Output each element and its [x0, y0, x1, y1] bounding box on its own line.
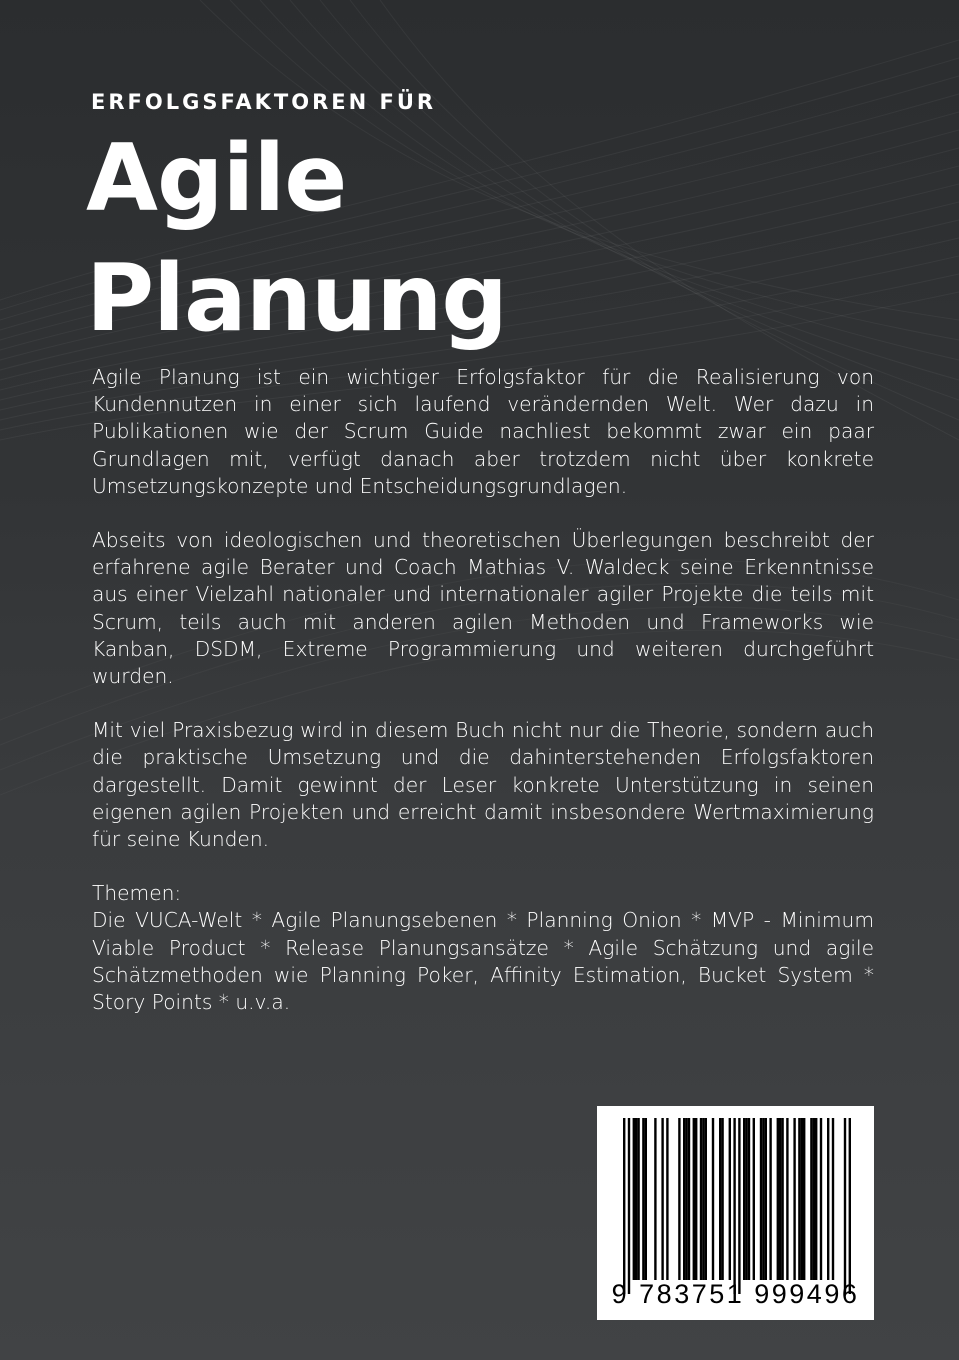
- barcode-bar: [661, 1118, 663, 1280]
- barcode-bar: [719, 1118, 721, 1280]
- barcode-bar: [733, 1118, 735, 1294]
- barcode-bar: [743, 1118, 745, 1280]
- barcode-bar: [827, 1118, 829, 1280]
- blurb: [92, 364, 874, 1043]
- barcode-bar: [637, 1118, 639, 1280]
- barcode-bar: [762, 1118, 764, 1280]
- barcode-bar: [786, 1118, 788, 1280]
- barcode-bar: [832, 1118, 834, 1280]
- isbn-number: 9 783751 999496: [611, 1279, 860, 1309]
- barcode-bar: [721, 1118, 723, 1280]
- barcode-bar: [810, 1118, 812, 1280]
- blurb-paragraph-3: Mit viel Praxisbezug wird in diesem Buch nicht nur die Theorie, sondern auch die praktische Umsetzung und die dahinterstehenden Erfolgsfaktoren dargestellt. Damit gewinnt der Leser konkrete Unterstützung in seinen eigenen agilen Projekten und erreicht damit insbesondere Wertmaximierung für seine Kunden.: [92, 718, 874, 852]
- barcode-bar: [645, 1118, 647, 1280]
- barcode-bar: [801, 1118, 803, 1280]
- barcode-bar: [753, 1118, 755, 1280]
- barcode-bar: [712, 1118, 714, 1280]
- barcode-bar: [765, 1118, 767, 1280]
- barcode-bar: [844, 1118, 846, 1294]
- barcode-bar: [642, 1118, 644, 1280]
- barcode-bar: [745, 1118, 747, 1280]
- barcode-bar: [748, 1118, 750, 1280]
- topics-list: Die VUCA-Welt * Agile Planungsebenen * Planning Onion * MVP - Minimum Viable Product * Release Planungsansätze * Agile Schätzung und agile Schätzmethoden wie Planning Poker, Affinity Estimation, Bucket System * Story Points * u.v.a.: [92, 908, 874, 1015]
- barcode-bar: [633, 1118, 635, 1280]
- barcode-bar: [693, 1118, 695, 1280]
- isbn-barcode: [597, 1106, 874, 1320]
- book-title-line-2: Planung: [86, 244, 507, 352]
- barcode-bar: [760, 1118, 762, 1280]
- barcode-bar: [815, 1118, 817, 1280]
- barcode-bar: [738, 1118, 740, 1294]
- barcode-bar: [678, 1118, 680, 1280]
- topics-label: Themen:: [92, 881, 182, 906]
- barcode-bar: [623, 1118, 625, 1294]
- barcode-bar: [777, 1118, 779, 1280]
- barcode-bar: [820, 1118, 822, 1280]
- barcode-bar: [654, 1118, 656, 1280]
- title-kicker: ERFOLGSFAKTOREN FÜR: [91, 90, 437, 114]
- blurb-paragraph-1: Agile Planung ist ein wichtiger Erfolgsfaktor für die Realisierung von Kundennutzen in einer sich laufend verändernden Welt. Wer dazu in Publikationen wie der Scrum Guide nachliest bekommt zwar ein paar Grundlagen mit, verfügt danach aber trotzdem nicht über konkrete Umsetzungskonzepte und Entscheidungsgrundlagen.: [92, 365, 874, 498]
- barcode-bar: [769, 1118, 771, 1280]
- barcode-bar: [695, 1118, 697, 1280]
- barcode-bar: [781, 1118, 783, 1280]
- barcode-bar: [702, 1118, 704, 1280]
- barcode-bar: [798, 1118, 800, 1280]
- barcode-bar: [813, 1118, 815, 1280]
- barcode-bar: [803, 1118, 805, 1280]
- barcode-bar: [666, 1118, 668, 1280]
- barcode-bar: [729, 1118, 731, 1280]
- blurb-paragraph-2: Abseits von ideologischen und theoretischen Überlegungen beschreibt der erfahrene agile Berater und Coach Mathias V. Waldeck seine Erkenntnisse aus einer Vielzahl nationaler und internationaler agiler Projekte die teils mit Scrum, teils auch mit anderen agilen Methoden und Frameworks wie Kanban, DSDM, Extreme Programmierung und weiteren durchgeführt wurden.: [92, 528, 874, 689]
- barcode-bar: [628, 1118, 630, 1294]
- book-title-line-1: Agile: [86, 124, 347, 232]
- barcode-bar: [688, 1118, 690, 1280]
- barcode-bar: [779, 1118, 781, 1280]
- barcode-bar: [635, 1118, 637, 1280]
- barcode-bar: [793, 1118, 795, 1280]
- barcode-bar: [685, 1118, 687, 1280]
- barcode-bar: [700, 1118, 702, 1280]
- barcode-bar: [849, 1118, 851, 1294]
- barcode-bar: [683, 1118, 685, 1280]
- book-title: [86, 118, 507, 358]
- barcode-bar: [705, 1118, 707, 1280]
